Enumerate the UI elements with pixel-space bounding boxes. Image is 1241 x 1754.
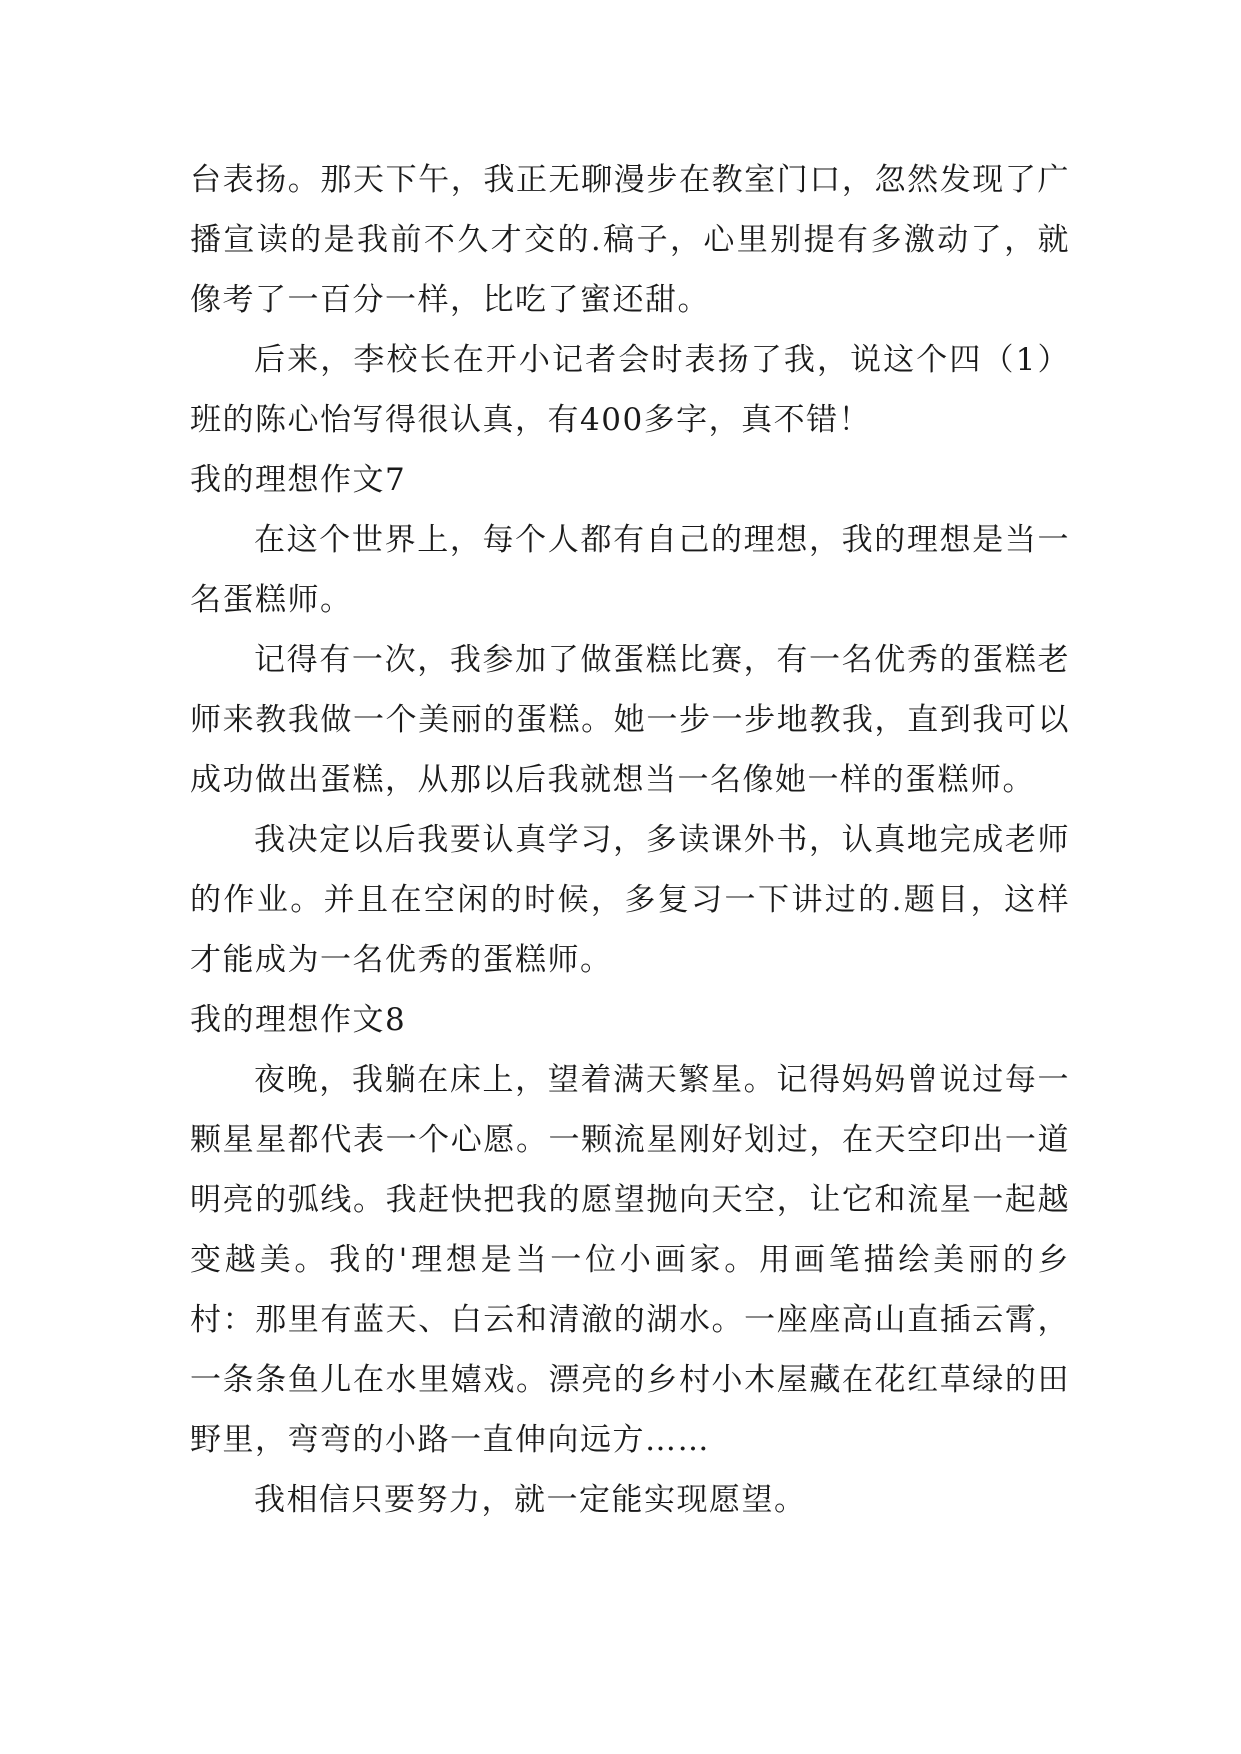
section-heading-8: 我的理想作文8 — [190, 1002, 407, 1038]
paragraph-starry-night: 夜晚，我躺在床上，望着满天繁星。记得妈妈曾说过每一颗星星都代表一个心愿。一颗流星刚好划过，在天空印出一道明亮的弧线。我赶快把我的愿望抛向天空，让它和流星一起越变越美。我的'理想是当一位小画家。用画笔描绘美丽的乡村：那里有蓝天、白云和清澈的湖水。一座座高山直插云霄，一条条鱼儿在水里嬉戏。漂亮的乡村小木屋藏在花红草绿的田野里，弯弯的小路一直伸向远方…… — [190, 1062, 1070, 1458]
paragraph-cake-contest: 记得有一次，我参加了做蛋糕比赛，有一名优秀的蛋糕老师来教我做一个美丽的蛋糕。她一步一步地教我，直到我可以成功做出蛋糕，从那以后我就想当一名像她一样的蛋糕师。 — [190, 642, 1070, 798]
paragraph-praise-continued: 台表扬。那天下午，我正无聊漫步在教室门口，忽然发现了广播宣读的是我前不久才交的.稿子，心里别提有多激动了，就像考了一百分一样，比吃了蜜还甜。 — [190, 162, 1070, 318]
paragraph-principal-praise: 后来，李校长在开小记者会时表扬了我，说这个四（1）班的陈心怡写得很认真，有400多字，真不错！ — [190, 342, 1070, 438]
document-page — [190, 150, 1070, 1530]
paragraph-study-plan: 我决定以后我要认真学习，多读课外书，认真地完成老师的作业。并且在空闲的时候，多复习一下讲过的.题目，这样才能成为一名优秀的蛋糕师。 — [190, 822, 1070, 978]
section-heading-7: 我的理想作文7 — [190, 462, 407, 498]
paragraph-conclusion: 我相信只要努力，就一定能实现愿望。 — [254, 1482, 807, 1518]
paragraph-cake-dream: 在这个世界上，每个人都有自己的理想，我的理想是当一名蛋糕师。 — [190, 522, 1070, 618]
